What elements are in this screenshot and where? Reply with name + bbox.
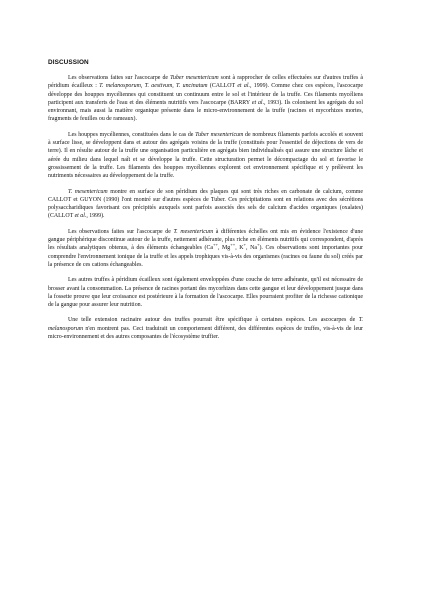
italic-text: et al. — [74, 213, 87, 220]
text-run: , 1999). Comme chez ces espèces, l'ascocarpe développe des houppes mycéliennes qui constituent un continuum entre le sol et l'intérieur de la truffe. Ces filaments mycéliens participent aux transferts de l'eau et des éléments nutritifs vers l'ascocarpe (BARRY — [48, 83, 363, 106]
paragraph — [48, 74, 363, 124]
paragraph — [48, 228, 363, 269]
superscript-text: ++ — [230, 242, 236, 248]
section-body — [48, 74, 363, 341]
text-run: , Na — [246, 245, 257, 252]
text-column — [48, 59, 363, 341]
italic-text: Tuber mesentericum — [195, 131, 244, 138]
text-run: , K — [235, 245, 244, 252]
text-run: montre en surface de son péridium des plaques qui sont très riches en carbonate de calcium, comme CALLOT et GUYON (1990) l'ont montré sur d'autres espèces de Tuber. Ces précipitations sont en relations avec des sécrétions polysaccharidiques favorisant ces précipités auxquels sont parfois associés des sels de calcium d'acides organiques (oxalates) (CALLOT — [48, 188, 363, 220]
text-run: sont à rapprocher de celles effectuées sur d'autres truffes à péridium écailleux : — [48, 75, 363, 90]
text-run: à différentes échelles ont mis en évidence l'existence d'une gangue périphérique discontinue autour de la truffe, nettement adhérante, plus riche en éléments nutritifs qui correspondent, d'après les résultats analytiques obtenus, à des éléments échangeables (Ca — [48, 228, 363, 252]
italic-text: T. melanosporum, T. aestivum, T. uncinatum — [99, 83, 208, 90]
text-run: Une telle extension racinaire autour des truffes pourrait être spécifique à certaines espèces. Les ascocarpes de — [68, 317, 359, 324]
text-run: , 1999). — [86, 213, 105, 220]
italic-text: Tuber mesentericum — [170, 75, 219, 81]
text-run: Les observations faites sur l'ascocarpe de — [68, 75, 171, 81]
text-run: ). Ces observations sont importantes pour comprendre l'environnement ionique de la truffe et les appels trophiques vis-à-vis des organismes (racines ou faune du sol) créés par la présence de ces cations échangeables. — [48, 245, 363, 268]
italic-text: et al. — [251, 99, 265, 106]
text-run: n'en montrent pas. Ceci traduirait un comportement différent, des différentes espèces de truffes, vis-à-vis de leur micro-environnement et des autres composantes de l'écosystème truffier. — [48, 325, 363, 341]
paragraph — [48, 131, 363, 181]
italic-text: et al. — [237, 83, 250, 90]
paragraph — [48, 316, 363, 341]
italic-text: T. mesentericum — [173, 228, 214, 235]
section-heading: DISCUSSION — [48, 59, 89, 66]
italic-text: T. mesentericum — [68, 188, 108, 195]
paragraph — [48, 276, 363, 309]
text-run: Les houppes mycéliennes, constituées dans le cas de — [68, 131, 196, 138]
superscript-text: + — [243, 242, 247, 248]
text-run: Les observations faites sur l'ascocarpe de — [68, 228, 174, 235]
text-run: de nombreux filaments parfois accolés et souvent à surface lisse, se développent dans et autour des agrégats voisins de la truffe (constitués pour l'essentiel de déjections de vers de terre). Il en résulte autour de la truffe une organisation particulière en agrégats bien individualisés qui assure une structure lâche et aérée du milieu dans lequel naît et se développe la truffe. Cette structuration permet le décompactage du sol et favorise le grossissement de la truffe. Les filaments des houppes mycéliennes explorent cet environnement spécifique et y prélèvent les nutriments nécessaires au développement de la truffe. — [48, 131, 363, 180]
text-run: , 1993). Ils colonisent les agrégats du sol environnant, mais aussi la matière organique présente dans le micro-environnement de la truffe (racines et mycorhizes mortes, fragments de feuilles ou de rameaux). — [48, 99, 363, 123]
text-run: Les autres truffes à péridium écailleux sont également enveloppées d'une couche de terre adhérante, qu'il est nécessaire de brosser avant la consommation. La présence de racines portant des mycorhizes dans cette gangue et leur développement jusque dans la fossette prouve que leur croissance est postérieure à la formation de l'ascocarpe. Elles pourraient profiter de la richesse cationique de la gangue pour assurer leur nutrition. — [48, 277, 363, 309]
text-run: (CALLOT — [207, 83, 238, 90]
italic-text: T. melanosporum — [48, 317, 363, 332]
superscript-text: + — [256, 242, 260, 248]
text-run: , Mg — [217, 245, 231, 252]
paragraph — [48, 188, 363, 221]
superscript-text: ++ — [213, 242, 218, 248]
